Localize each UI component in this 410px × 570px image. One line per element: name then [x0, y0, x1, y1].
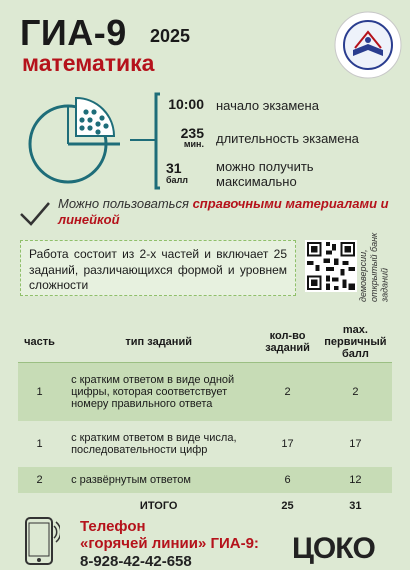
cell-type: с кратким ответом в виде числа, последовательности цифр [71, 432, 237, 456]
hotline-number[interactable]: 8-928-42-42-658 [80, 552, 192, 570]
institution-logo-icon [333, 10, 403, 80]
hotline-label: Телефон [80, 518, 146, 535]
hotline-info [80, 518, 259, 570]
demo-versions-label: демоверсии, открытый банк заданий [358, 232, 390, 302]
col-part: часть [18, 322, 61, 363]
subject-title: математика [22, 50, 155, 76]
table-total-row [18, 493, 392, 519]
cell-max-score: 12 [319, 467, 392, 493]
stat-score-desc: можно получить максимально [216, 159, 314, 189]
task-table [18, 322, 392, 519]
reference-note-text: Можно пользоваться [58, 196, 193, 211]
total-max-score: 31 [349, 500, 362, 512]
total-count: 25 [281, 500, 294, 512]
pie-chart-icon [20, 94, 128, 188]
tsoko-logo: ЦОКО [292, 532, 375, 565]
cell-count: 17 [281, 438, 294, 450]
cell-type: с кратким ответом в виде одной цифры, которая соответствует номеру правильного ответа [61, 363, 256, 422]
cell-max-score: 2 [319, 363, 392, 422]
hotline-label-2: «горячей линии» ГИА-9: [80, 535, 259, 553]
cell-count: 6 [256, 467, 318, 493]
stat-start-desc: начало экзамена [216, 98, 319, 113]
page-title: ГИА-9 [20, 12, 127, 53]
checkmark-icon [18, 200, 52, 228]
stat-duration-unit: мин. [183, 139, 204, 149]
stat-duration-value: 235 [180, 125, 204, 141]
cell-max-score: 17 [349, 438, 362, 450]
col-count: кол-во заданий [256, 322, 318, 363]
col-max-score: max. первичный балл [319, 322, 392, 363]
stat-duration-desc: длительность экзамена [216, 131, 359, 146]
col-type: тип заданий [61, 322, 256, 363]
total-label: ИТОГО [139, 500, 178, 512]
stat-duration [160, 125, 204, 149]
table-header-row [18, 322, 392, 363]
reference-note-bold: справочными материалами и линейкой [58, 196, 389, 227]
stat-start-value: 10:00 [168, 96, 204, 112]
stat-score-value: 31 [166, 160, 182, 176]
phone-icon [20, 516, 60, 568]
cell-count: 2 [256, 363, 318, 422]
exam-structure-info: Работа состоит из 2-х частей и включает 25 заданий, различающихся формой и уровнем сложности [20, 240, 296, 296]
table-row [18, 467, 392, 493]
cell-part: 2 [18, 467, 61, 493]
stat-score [150, 160, 202, 185]
cell-part: 1 [36, 438, 43, 450]
cell-part: 1 [18, 363, 61, 422]
table-row [18, 421, 392, 467]
cell-type: с развёрнутым ответом [61, 467, 256, 493]
exam-year: 2025 [150, 26, 191, 46]
table-row [18, 363, 392, 422]
reference-materials-note [58, 196, 403, 227]
stat-start [160, 96, 204, 112]
qr-code-icon[interactable] [305, 240, 357, 292]
stat-score-unit: балл [166, 175, 188, 185]
